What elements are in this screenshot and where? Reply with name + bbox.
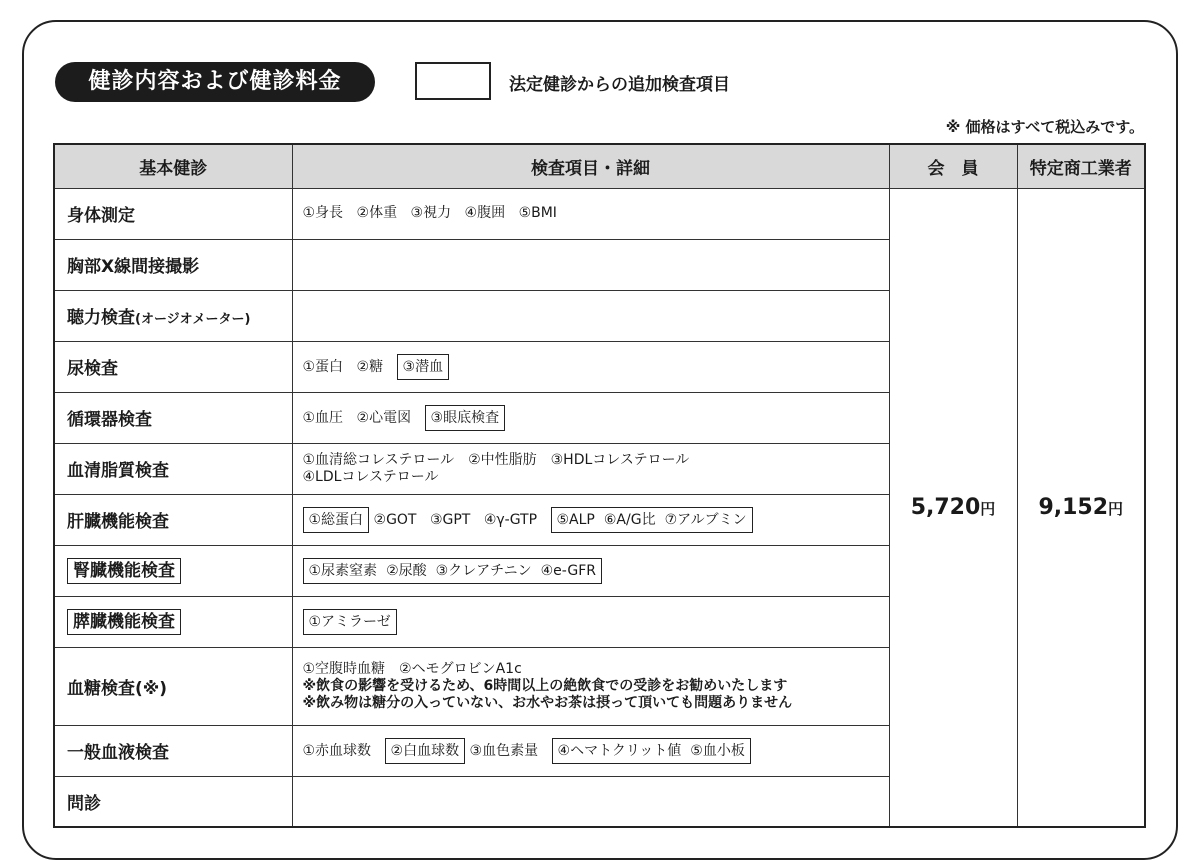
exam-item: ③血色素量 bbox=[469, 742, 539, 759]
table-header-row bbox=[54, 144, 1145, 188]
exam-detail bbox=[292, 188, 889, 239]
exam-item: ②白血球数 bbox=[390, 742, 460, 759]
exam-detail bbox=[292, 596, 889, 647]
exam-name: 問診 bbox=[54, 776, 292, 827]
exam-name: 一般血液検査 bbox=[54, 725, 292, 776]
detail-line: ①血清総コレステロール ②中性脂肪 ③HDLコレステロール bbox=[302, 451, 690, 468]
exam-name-main: 聴力検査 bbox=[67, 308, 135, 328]
added-item-box bbox=[303, 609, 397, 635]
exam-item: ⑦アルブミン bbox=[664, 511, 747, 528]
added-item-box bbox=[425, 405, 506, 431]
exam-item: ①身長 bbox=[302, 205, 344, 221]
added-item-box bbox=[385, 738, 466, 764]
exam-item: ①赤血球数 bbox=[302, 742, 372, 759]
exam-item: ⑤血小板 bbox=[690, 742, 745, 759]
legend-swatch bbox=[415, 62, 491, 100]
added-item-box bbox=[397, 354, 450, 380]
table-row bbox=[54, 188, 1145, 239]
added-item-box bbox=[551, 507, 753, 533]
exam-detail bbox=[292, 725, 889, 776]
exam-item: ③クレアチニン bbox=[435, 562, 532, 579]
specific-price-unit: 円 bbox=[1108, 499, 1124, 518]
detail-note: ※飲食の影響を受けるため、6時間以上の絶飲食での受診をお勧めいたします bbox=[302, 677, 788, 694]
exam-name bbox=[54, 545, 292, 596]
specific-price bbox=[1017, 188, 1145, 827]
exam-name-sub: (オージオメーター) bbox=[135, 312, 251, 327]
column-header: 検査項目・詳細 bbox=[292, 144, 889, 188]
exam-item: ③GPT bbox=[429, 511, 471, 528]
column-header: 基本健診 bbox=[54, 144, 292, 188]
section-title: 健診内容および健診料金 bbox=[55, 62, 375, 102]
exam-table bbox=[53, 143, 1146, 828]
exam-name: 循環器検査 bbox=[54, 392, 292, 443]
detail-note: ※飲み物は糖分の入っていない、お水やお茶は摂って頂いても問題ありません bbox=[302, 694, 793, 711]
exam-item: ①総蛋白 bbox=[308, 511, 364, 528]
exam-item: ②心電図 bbox=[356, 409, 412, 426]
added-item-box bbox=[303, 558, 602, 584]
added-item-box bbox=[552, 738, 751, 764]
exam-name: 肝臓機能検査 bbox=[54, 494, 292, 545]
exam-detail bbox=[292, 341, 889, 392]
exam-name: 尿検査 bbox=[54, 341, 292, 392]
exam-item: ③潜血 bbox=[402, 358, 444, 375]
specific-price-value: 9,152 bbox=[1038, 494, 1109, 520]
exam-item: ③視力 bbox=[410, 205, 452, 221]
added-exam-box: 腎臓機能検査 bbox=[67, 558, 181, 584]
member-price-value: 5,720 bbox=[910, 494, 981, 520]
member-price bbox=[889, 188, 1017, 827]
exam-name: 血糖検査(※) bbox=[54, 647, 292, 725]
column-header: 会 員 bbox=[889, 144, 1017, 188]
exam-detail bbox=[292, 647, 889, 725]
exam-detail bbox=[292, 290, 889, 341]
exam-item: ⑥A/G比 bbox=[603, 511, 656, 528]
exam-item: ①尿素窒素 bbox=[308, 562, 378, 579]
exam-item: ③眼底検査 bbox=[430, 409, 500, 426]
exam-detail bbox=[292, 443, 889, 494]
exam-item: ②尿酸 bbox=[386, 562, 427, 579]
exam-detail bbox=[292, 545, 889, 596]
exam-detail bbox=[292, 776, 889, 827]
legend-text: 法定健診からの追加検査項目 bbox=[509, 75, 730, 95]
exam-item: ④e-GFR bbox=[540, 562, 596, 579]
exam-item: ①アミラーゼ bbox=[308, 613, 391, 630]
exam-detail bbox=[292, 239, 889, 290]
exam-name: 血清脂質検査 bbox=[54, 443, 292, 494]
exam-detail bbox=[292, 494, 889, 545]
exam-item: ①血圧 bbox=[302, 409, 344, 426]
added-exam-box: 膵臓機能検査 bbox=[67, 609, 181, 635]
exam-name: 身体測定 bbox=[54, 188, 292, 239]
member-price-unit: 円 bbox=[980, 499, 996, 518]
exam-detail bbox=[292, 392, 889, 443]
exam-name: 胸部X線間接撮影 bbox=[54, 239, 292, 290]
exam-name bbox=[54, 290, 292, 341]
exam-item: ②糖 bbox=[356, 358, 384, 375]
detail-line: ④LDLコレステロール bbox=[302, 468, 439, 485]
exam-name bbox=[54, 596, 292, 647]
tax-note: ※ 価格はすべて税込みです。 bbox=[945, 118, 1144, 136]
added-item-box bbox=[303, 507, 370, 533]
exam-item: ④ヘマトクリット値 bbox=[557, 742, 682, 759]
exam-item: ⑤BMI bbox=[518, 205, 557, 221]
exam-item: ①蛋白 bbox=[302, 358, 344, 375]
exam-item: ④γ-GTP bbox=[483, 511, 538, 528]
exam-item: ④腹囲 bbox=[464, 205, 506, 221]
detail-line: ①空腹時血糖 ②ヘモグロビンA1c bbox=[302, 660, 522, 677]
exam-item: ②GOT bbox=[373, 511, 417, 528]
exam-item: ②体重 bbox=[356, 205, 398, 221]
column-header: 特定商工業者 bbox=[1017, 144, 1145, 188]
exam-item: ⑤ALP bbox=[556, 511, 595, 528]
